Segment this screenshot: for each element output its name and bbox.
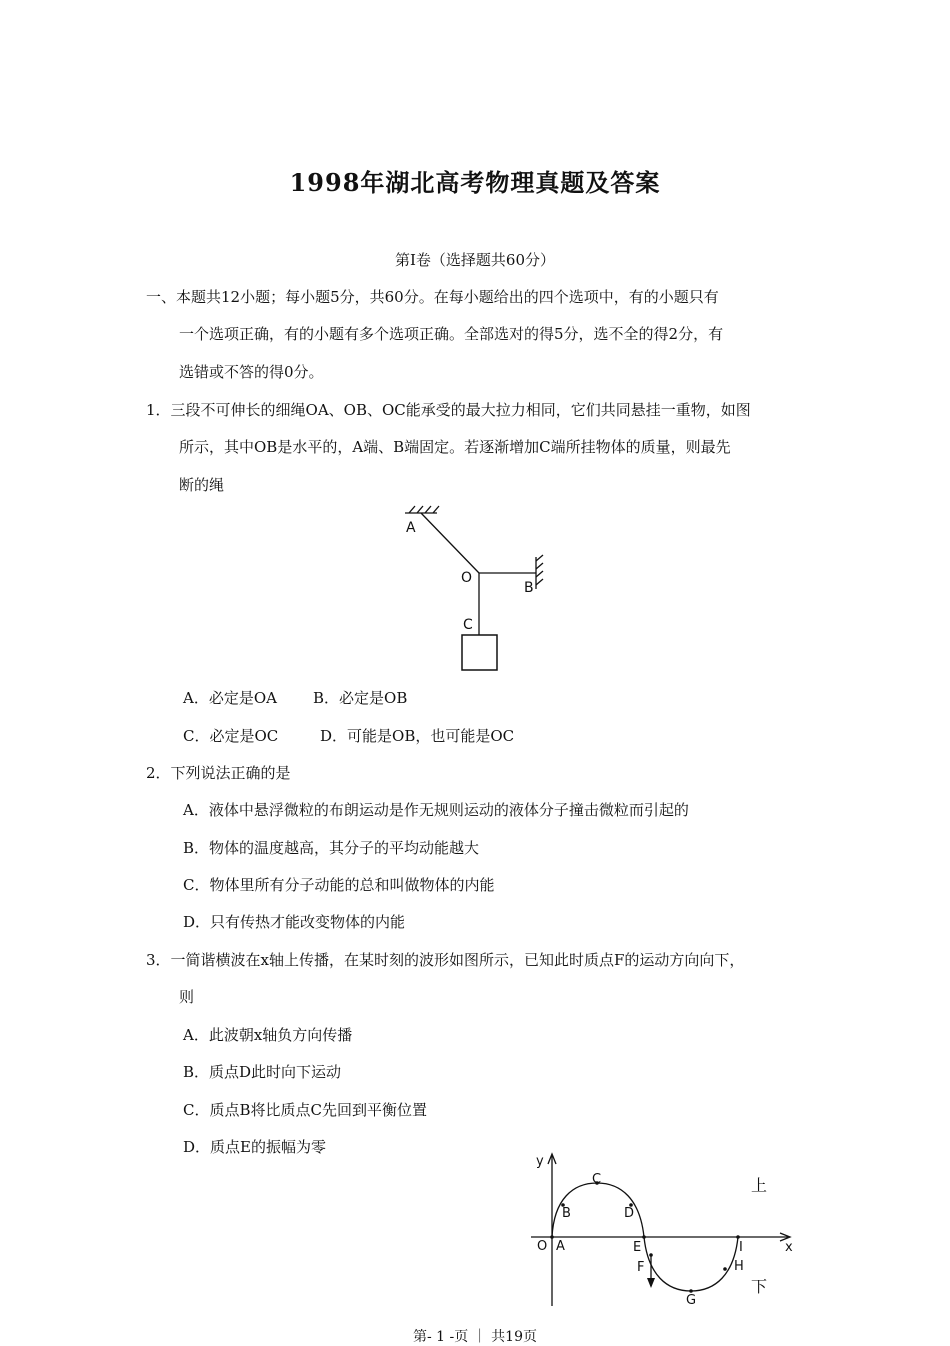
page-footer: 第- 1 -页 ｜ 共19页 bbox=[413, 1329, 537, 1345]
instructions-line-2: 一个选项正确，有的小题有多个选项正确。全部选对的得5分，选不全的得2分，有 bbox=[179, 325, 724, 343]
q2-option-b: B．物体的温度越高，其分子的平均动能越大 bbox=[183, 839, 480, 857]
q1-label-o: O bbox=[461, 570, 473, 586]
q3-down-label: 下 bbox=[751, 1277, 768, 1296]
q1-option-a: A．必定是OA bbox=[183, 689, 277, 707]
q2-stem: 2．下列说法正确的是 bbox=[146, 764, 291, 782]
q2-option-c: C．物体里所有分子动能的总和叫做物体的内能 bbox=[183, 876, 495, 894]
q3-point-c: C bbox=[592, 1172, 602, 1187]
q3-axis-x-label: x bbox=[785, 1240, 793, 1255]
page-title: 1998年湖北高考物理真题及答案 bbox=[289, 168, 661, 197]
q3-wave-figure bbox=[525, 1148, 805, 1310]
q3-option-a: A．此波朝x轴负方向传播 bbox=[183, 1026, 353, 1044]
q1-option-b: B．必定是OB bbox=[313, 689, 408, 707]
q2-option-d: D．只有传热才能改变物体的内能 bbox=[183, 913, 406, 931]
q1-label-c: C bbox=[463, 617, 473, 633]
q3-stem-line-1: 3．一简谐横波在x轴上传播，在某时刻的波形如图所示，已知此时质点F的运动方向向下， bbox=[146, 951, 745, 969]
q3-option-c: C．质点B将比质点C先回到平衡位置 bbox=[183, 1101, 427, 1119]
q1-label-b: B bbox=[524, 580, 534, 596]
q3-point-g: G bbox=[686, 1293, 697, 1308]
q2-option-a: A．液体中悬浮微粒的布朗运动是作无规则运动的液体分子撞击微粒而引起的 bbox=[183, 801, 689, 819]
instructions-line-3: 选错或不答的得0分。 bbox=[179, 363, 324, 381]
section-title: 第Ⅰ卷（选择题共60分） bbox=[394, 251, 555, 269]
q3-point-h: H bbox=[734, 1259, 744, 1274]
q3-point-d: D bbox=[624, 1206, 635, 1221]
q1-option-d: D．可能是OB，也可能是OC bbox=[320, 727, 515, 745]
q1-rope-figure bbox=[395, 505, 565, 677]
q1-stem-line-1: 1．三段不可伸长的细绳OA、OB、OC能承受的最大拉力相同，它们共同悬挂一重物，如图 bbox=[146, 401, 751, 419]
q3-point-b: B bbox=[562, 1206, 571, 1221]
q3-point-a: A bbox=[556, 1239, 565, 1254]
q1-option-c: C．必定是OC bbox=[183, 727, 279, 745]
q3-stem-line-2: 则 bbox=[179, 988, 195, 1006]
q3-option-d: D．质点E的振幅为零 bbox=[183, 1138, 326, 1156]
q3-up-label: 上 bbox=[751, 1176, 768, 1195]
instructions-line-1: 一、本题共12小题；每小题5分，共60分。在每小题给出的四个选项中，有的小题只有 bbox=[146, 288, 719, 306]
q1-stem-line-3: 断的绳 bbox=[179, 476, 225, 494]
q3-origin-label: O bbox=[537, 1239, 548, 1254]
q3-option-b: B．质点D此时向下运动 bbox=[183, 1063, 342, 1081]
q3-point-i: I bbox=[739, 1240, 743, 1255]
q1-stem-line-2: 所示，其中OB是水平的，A端、B端固定。若逐渐增加C端所挂物体的质量，则最先 bbox=[179, 438, 731, 456]
q3-axis-y-label: y bbox=[536, 1154, 544, 1169]
q3-point-e: E bbox=[633, 1240, 642, 1255]
q3-point-f: F bbox=[637, 1260, 645, 1275]
q1-label-a: A bbox=[406, 520, 416, 536]
